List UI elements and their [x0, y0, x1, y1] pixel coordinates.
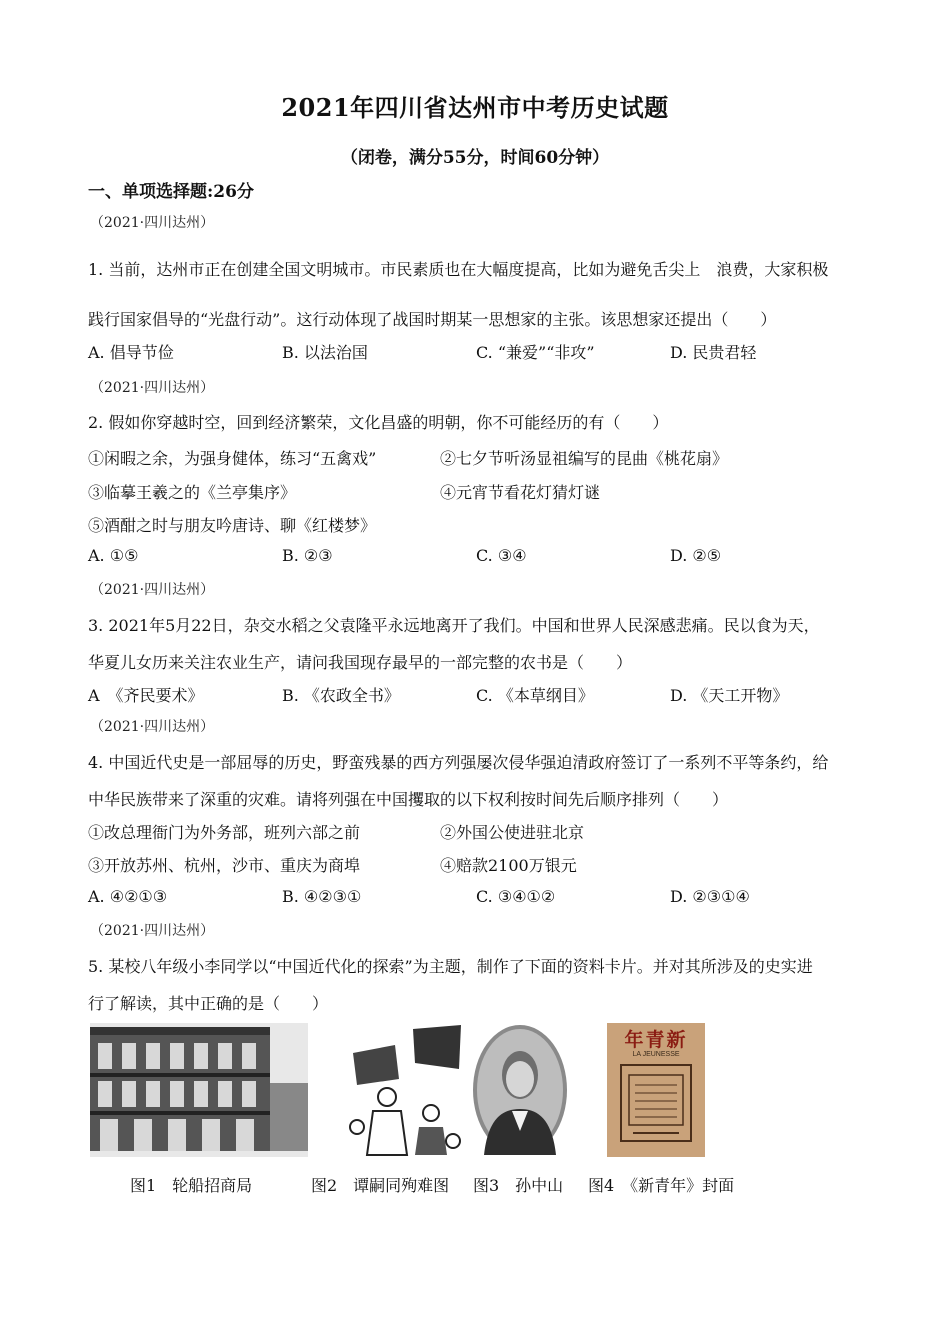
figure-4-new-youth-cover: [607, 1023, 705, 1157]
statement-item: ⑤酒酣之时与朋友吟唐诗、聊《红楼梦》: [88, 516, 377, 535]
magazine-subtitle: LA JEUNESSE: [632, 1051, 680, 1058]
option-b: B. ②③: [282, 546, 333, 565]
question-source: （2021·四川达州）: [90, 215, 215, 231]
question-stem: 华夏儿女历来关注农业生产，请问我国现存最早的一部完整的农书是（ ）: [88, 653, 633, 672]
page-title: 2021年四川省达州市中考历史试题: [281, 93, 669, 122]
figure-caption: 图3 孙中山: [473, 1176, 564, 1195]
figure-2-tan-sitong-sketch: [343, 1023, 465, 1157]
option-a: A. ①⑤: [88, 546, 139, 565]
statement-item: ③开放苏州、杭州，沙市、重庆为商埠: [88, 856, 361, 875]
option-c: C. “兼爱”“非攻”: [476, 343, 595, 362]
statement-item: ③临摹王羲之的《兰亭集序》: [88, 483, 297, 502]
option-b: B. 以法治国: [282, 343, 368, 362]
magazine-title: 年青新: [624, 1029, 688, 1051]
figure-caption: 图1 轮船招商局: [130, 1176, 253, 1195]
option-d: D. ②③①④: [670, 887, 750, 906]
statement-item: ②七夕节听汤显祖编写的昆曲《桃花扇》: [440, 449, 729, 468]
page-subtitle: （闭卷，满分55分，时间60分钟）: [340, 148, 610, 168]
option-b: B. ④②③①: [282, 887, 362, 906]
question-stem: 中华民族带来了深重的灾难。请将列强在中国攫取的以下权利按时间先后顺序排列（ ）: [88, 790, 729, 809]
question-stem: 1. 当前，达州市正在创建全国文明城市。市民素质也在大幅度提高，比如为避免舌尖上 浪费，大家积极: [88, 260, 829, 279]
option-c: C. 《本草纲目》: [476, 686, 594, 705]
statement-item: ①改总理衙门为外务部，班列六部之前: [88, 823, 361, 842]
option-a: A. ④②①③: [88, 887, 168, 906]
option-d: D. ②⑤: [670, 546, 722, 565]
statement-item: ④赔款2100万银元: [440, 856, 577, 875]
option-a: A 《齐民要术》: [88, 686, 204, 705]
figure-caption: 图4 《新青年》封面: [588, 1176, 735, 1195]
statement-item: ①闲暇之余，为强身健体，练习“五禽戏”: [88, 449, 377, 468]
question-source: （2021·四川达州）: [90, 380, 215, 396]
question-stem: 4. 中国近代史是一部屈辱的历史，野蛮残暴的西方列强屡次侵华强迫清政府签订了一系列不平等条约，给: [88, 753, 829, 772]
question-stem: 5. 某校八年级小李同学以“中国近代化的探索”为主题，制作了下面的资料卡片。并对其所涉及的史实进: [88, 957, 813, 976]
question-source: （2021·四川达州）: [90, 719, 215, 735]
figure-3-sun-yatsen-portrait: [472, 1023, 568, 1157]
question-source: （2021·四川达州）: [90, 923, 215, 939]
option-a: A. 倡导节俭: [88, 343, 174, 362]
figure-row: [88, 1023, 768, 1163]
option-d: D. 民贵君轻: [670, 343, 757, 362]
statement-item: ④元宵节看花灯猜灯谜: [440, 483, 601, 502]
option-b: B. 《农政全书》: [282, 686, 400, 705]
question-stem: 行了解读，其中正确的是（ ）: [88, 994, 329, 1013]
question-source: （2021·四川达州）: [90, 582, 215, 598]
figure-caption: 图2 谭嗣同殉难图: [311, 1176, 450, 1195]
option-c: C. ③④①②: [476, 887, 556, 906]
question-stem: 践行国家倡导的“光盘行动”。这行动体现了战国时期某一思想家的主张。该思想家还提出（ ）: [88, 310, 777, 329]
question-stem: 3. 2021年5月22日，杂交水稻之父袁隆平永远地离开了我们。中国和世界人民深感悲痛。民以食为天，: [88, 616, 820, 635]
option-d: D. 《天工开物》: [670, 686, 789, 705]
section-heading: 一、单项选择题:26分: [88, 182, 254, 202]
option-c: C. ③④: [476, 546, 527, 565]
figure-1-merchants-building: [90, 1023, 308, 1157]
statement-item: ②外国公使进驻北京: [440, 823, 585, 842]
question-stem: 2. 假如你穿越时空，回到经济繁荣，文化昌盛的明朝，你不可能经历的有（ ）: [88, 413, 669, 432]
